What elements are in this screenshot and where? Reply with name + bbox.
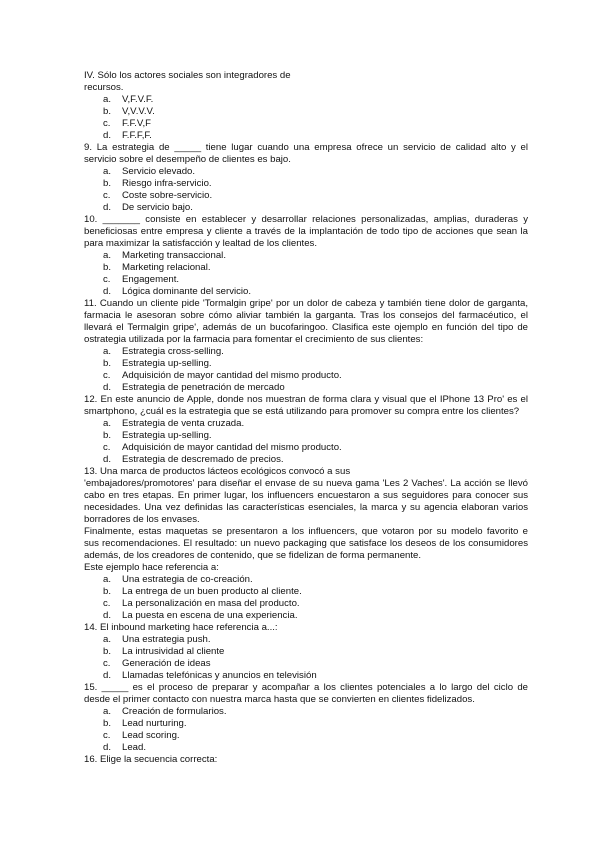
question-text-line: 16. Elige la secuencia correcta: <box>84 754 218 765</box>
option-letter: d. <box>103 130 112 141</box>
option-letter: a. <box>103 250 112 261</box>
question-text-line: ostrategia utilizada por la farmacia para fomentar el crecimiento de sus clientes: <box>84 334 424 345</box>
option-letter: b. <box>103 262 112 273</box>
option-text: Estrategia cross-selling. <box>122 346 224 357</box>
answer-option <box>84 178 528 190</box>
answer-option <box>84 706 528 718</box>
question-text-line: 14. El inbound marketing hace referencia a...: <box>84 622 278 633</box>
option-text: Marketing relacional. <box>122 262 211 273</box>
answer-option <box>84 286 528 298</box>
option-text: F.F.F,F. <box>122 130 152 141</box>
option-letter: d. <box>103 286 112 297</box>
option-text: Lead. <box>122 742 147 753</box>
option-letter: a. <box>103 94 112 105</box>
option-text: La personalización en masa del producto. <box>122 598 300 609</box>
option-text: Lead nurturing. <box>122 718 187 729</box>
question-text-line: smartphono, ¿cuál es la estrategia que se está utilizando para promover su compra entre los clientes? <box>84 406 520 417</box>
answer-option <box>84 454 528 466</box>
question-block <box>84 394 528 466</box>
answer-option <box>84 742 528 754</box>
answer-option <box>84 274 528 286</box>
question-text-line: 15. _____ es el proceso de preparar y acompañar a los clientes potenciales a lo largo del ciclo de <box>84 682 528 693</box>
option-letter: c. <box>103 598 111 609</box>
question-text-line: necesidades. Una vez definidas las características esenciales, la marca y su agencia elaboran varios <box>84 502 528 513</box>
answer-option <box>84 358 528 370</box>
answer-option <box>84 670 528 682</box>
option-letter: c. <box>103 274 111 285</box>
document-page <box>84 70 528 766</box>
answer-option <box>84 718 528 730</box>
question-block <box>84 214 528 298</box>
question-text-line: sus recomendaciones. El resultado: un nuevo packaging que satisface los deseos de los consumidores <box>84 538 528 549</box>
option-letter: d. <box>103 742 112 753</box>
question-block <box>84 754 528 766</box>
question-text-line: 11. Cuando un cliente pide 'Tormalgin gripe' por un dolor de cabeza y también tiene dolor de garganta, <box>84 298 528 309</box>
answer-option <box>84 166 528 178</box>
question-block <box>84 466 528 622</box>
question-block <box>84 682 528 754</box>
answer-option <box>84 610 528 622</box>
answer-option <box>84 202 528 214</box>
question-text-line: Este ejemplo hace referencia a: <box>84 562 219 573</box>
answer-option <box>84 262 528 274</box>
option-text: Estrategia de venta cruzada. <box>122 418 245 429</box>
answer-option <box>84 646 528 658</box>
option-letter: c. <box>103 118 111 129</box>
question-text-line: cabo en tres etapas. En primer lugar, los influencers encuestaron a sus seguidores para conocer sus <box>84 490 528 501</box>
option-letter: d. <box>103 382 112 393</box>
question-text-line: desde el primer contacto con nuestra marca hasta que se convierten en clientes fidelizados. <box>84 694 475 705</box>
answer-option <box>84 370 528 382</box>
answer-option <box>84 598 528 610</box>
answer-option <box>84 190 528 202</box>
option-text: De servicio bajo. <box>122 202 193 213</box>
option-text: Estrategia up-selling. <box>122 358 212 369</box>
answer-option <box>84 430 528 442</box>
answer-option <box>84 634 528 646</box>
option-letter: d. <box>103 670 112 681</box>
question-block <box>84 142 528 214</box>
option-letter: b. <box>103 178 112 189</box>
answer-option <box>84 94 528 106</box>
answer-option <box>84 586 528 598</box>
answer-option <box>84 250 528 262</box>
question-text-line: 'embajadores/promotores' para diseñar el envase de su nueva gama 'Les 2 Vaches'. La acción se llevó <box>84 478 528 489</box>
option-text: Llamadas telefónicas y anuncios en televisión <box>122 670 317 681</box>
question-block <box>84 298 528 394</box>
question-text-line: beneficiosas entre empresa y cliente a través de la implantación de todo tipo de acciones que sean la <box>84 226 528 237</box>
question-text-line: IV. Sólo los actores sociales son integradores de <box>84 70 291 81</box>
answer-option <box>84 382 528 394</box>
question-text-line: 13. Una marca de productos lácteos ecológicos convocó a sus <box>84 466 351 477</box>
option-letter: a. <box>103 166 112 177</box>
option-letter: a. <box>103 706 112 717</box>
option-letter: a. <box>103 346 112 357</box>
option-letter: a. <box>103 574 112 585</box>
option-letter: b. <box>103 718 112 729</box>
option-letter: b. <box>103 358 112 369</box>
option-letter: c. <box>103 730 111 741</box>
option-text: Estrategia up-selling. <box>122 430 212 441</box>
option-text: Adquisición de mayor cantidad del mismo producto. <box>122 370 342 381</box>
option-text: Coste sobre-servicio. <box>122 190 213 201</box>
option-text: Riesgo infra-servicio. <box>122 178 212 189</box>
option-letter: d. <box>103 202 112 213</box>
question-text-line: recursos. <box>84 82 124 93</box>
option-text: La puesta en escena de una experiencia. <box>122 610 298 621</box>
option-text: Creación de formularios. <box>122 706 227 717</box>
option-letter: c. <box>103 658 111 669</box>
option-letter: d. <box>103 610 112 621</box>
answer-option <box>84 442 528 454</box>
option-text: Estrategia de penetración de mercado <box>122 382 285 393</box>
option-letter: b. <box>103 586 112 597</box>
question-text-line: 12. En este anuncio de Apple, donde nos muestran de forma clara y visual que el IPhone 13 Pro' es el <box>84 394 528 405</box>
answer-option <box>84 346 528 358</box>
option-text: Una estrategia de co-creación. <box>122 574 253 585</box>
option-text: La intrusividad al cliente <box>122 646 225 657</box>
option-letter: a. <box>103 634 112 645</box>
option-text: Engagement. <box>122 274 180 285</box>
question-text-line: Finalmente, estas maquetas se presentaron a los influencers, que votaron por su modelo favorito e <box>84 526 528 537</box>
answer-option <box>84 658 528 670</box>
answer-option <box>84 118 528 130</box>
question-block <box>84 622 528 682</box>
option-text: Generación de ideas <box>122 658 211 669</box>
option-letter: a. <box>103 418 112 429</box>
option-letter: c. <box>103 370 111 381</box>
option-text: V,F.V.F. <box>122 94 154 105</box>
question-text-line: llevará el Termalgin gripe', además de un bucofaringoo. Clasifica este ojemplo en función del tipo de <box>84 322 528 333</box>
option-text: V,V.V.V. <box>122 106 155 117</box>
option-text: Lead scoring. <box>122 730 180 741</box>
question-text-line: 9. La estrategia de _____ tiene lugar cuando una empresa ofrece un servicio de calidad alto y el <box>84 142 528 153</box>
question-text-line: 10. _______ consiste en establecer y desarrollar relaciones personalizadas, amplias, duraderas y <box>84 214 528 225</box>
option-letter: c. <box>103 442 111 453</box>
option-text: Lógica dominante del servicio. <box>122 286 252 297</box>
option-text: Servicio elevado. <box>122 166 196 177</box>
option-letter: b. <box>103 430 112 441</box>
answer-option <box>84 418 528 430</box>
answer-option <box>84 106 528 118</box>
option-letter: c. <box>103 190 111 201</box>
answer-option <box>84 130 528 142</box>
option-letter: b. <box>103 106 112 117</box>
question-text-line: borradores de los envases. <box>84 514 200 525</box>
question-text-line: servicio sobre el desempeño de clientes es bajo. <box>84 154 291 165</box>
answer-option <box>84 574 528 586</box>
option-letter: b. <box>103 646 112 657</box>
question-text-line: para maximizar la satisfacción y lealtad de los clientes. <box>84 238 318 249</box>
option-text: Adquisición de mayor cantidad del mismo producto. <box>122 442 342 453</box>
question-text-line: además, de los creadores de contenido, que se fidelizan de forma permanente. <box>84 550 422 561</box>
question-text-line: farmacia le asesoran sobre cómo aliviar también la garganta. Tras los consejos del farmacéutico, el <box>84 310 528 321</box>
option-text: Estrategia de descremado de precios. <box>122 454 284 465</box>
question-block <box>84 70 528 142</box>
option-text: La entrega de un buen producto al cliente. <box>122 586 302 597</box>
option-text: Marketing transaccional. <box>122 250 226 261</box>
answer-option <box>84 730 528 742</box>
option-text: F.F.V,F <box>122 118 151 129</box>
option-letter: d. <box>103 454 112 465</box>
option-text: Una estrategia push. <box>122 634 211 645</box>
